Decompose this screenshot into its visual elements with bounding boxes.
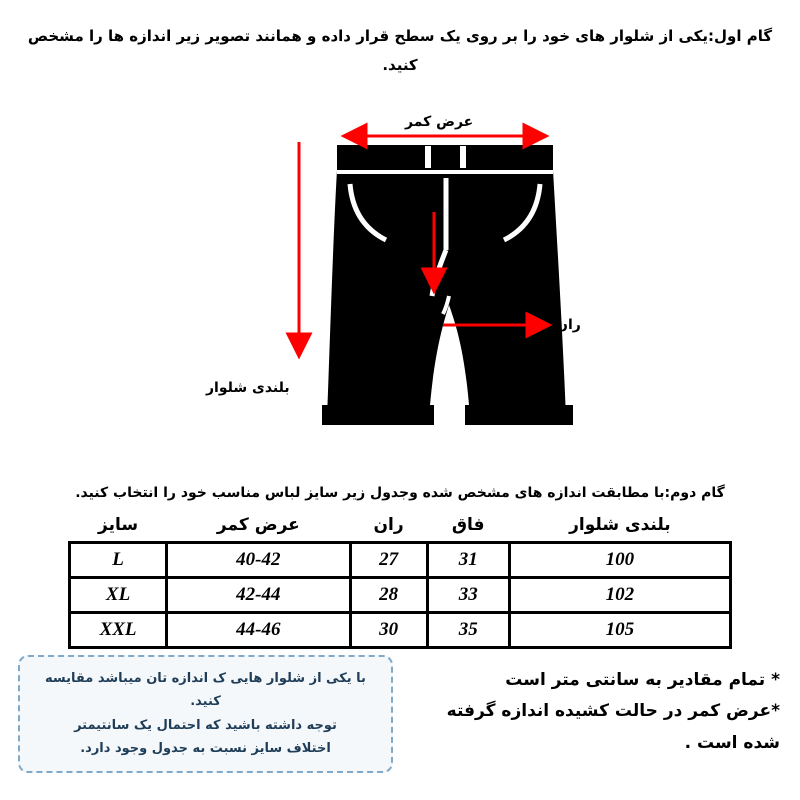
table-header-cell: سایز (98, 515, 139, 535)
table-cell-thigh: 28 (350, 578, 427, 613)
note-line-units: * تمام مقادیر به سانتی متر است (505, 670, 780, 690)
table-cell-thigh: 27 (350, 543, 427, 578)
measurement-diagram (0, 100, 800, 470)
table-row (70, 613, 731, 648)
size-table-wrapper (68, 512, 732, 649)
table-cell-waist: 42-44 (167, 578, 350, 613)
step-one-instruction (14, 22, 786, 79)
step-one-text: گام اول:یکی از شلوار های خود را بر روی یک سطح قرار داده و همانند تصویر زیر اندازه ها را مشخص کنید. (27, 27, 773, 74)
table-cell-thigh: 30 (350, 613, 427, 648)
note-box-line-1: با یکی از شلوار هایی ک اندازه تان میباشد مقایسه کنید. (45, 671, 366, 710)
waist-width-label: عرض کمر (405, 114, 474, 130)
table-cell-length: 100 (509, 543, 730, 578)
note-line-waist-stretched-cont: شده است . (684, 732, 780, 753)
table-header-cell: بلندی شلوار (569, 515, 671, 535)
note-line-waist-stretched: *عرض کمر در حالت کشیده اندازه گرفته (446, 701, 780, 722)
table-cell-waist: 40-42 (167, 543, 350, 578)
table-header-cell: ران (373, 515, 404, 535)
table-cell-rise: 33 (427, 578, 509, 613)
table-cell-size: XXL (70, 613, 167, 648)
notes-section (0, 655, 800, 785)
table-cell-size: L (70, 543, 167, 578)
note-box-line-2: توجه داشته باشید که احتمال یک سانتیمتر (74, 717, 337, 733)
comparison-note-box (18, 655, 393, 773)
table-header-cell: عرض کمر (216, 515, 300, 535)
shorts-shape (300, 145, 573, 448)
rise-label: فاق (389, 210, 416, 226)
table-header-row (70, 512, 731, 543)
table-header-cell: فاق (451, 515, 485, 535)
table-cell-waist: 44-46 (167, 613, 350, 648)
table-cell-rise: 31 (427, 543, 509, 578)
table-cell-length: 105 (509, 613, 730, 648)
shorts-illustration (0, 100, 800, 470)
table-cell-size: XL (70, 578, 167, 613)
thigh-label: ران (556, 317, 581, 333)
length-label: بلندی شلوار (206, 380, 290, 396)
size-table (68, 512, 732, 649)
table-row (70, 578, 731, 613)
unit-notes (400, 665, 780, 759)
note-box-line-3: اختلاف سایز نسبت به جدول وجود دارد. (80, 741, 331, 757)
table-row (70, 543, 731, 578)
table-cell-length: 102 (509, 578, 730, 613)
step-two-text: گام دوم:با مطابقت اندازه های مشخص شده وجدول زیر سایز لباس مناسب خود را انتخاب کنید. (75, 485, 725, 501)
table-cell-rise: 35 (427, 613, 509, 648)
step-two-instruction (14, 485, 786, 501)
